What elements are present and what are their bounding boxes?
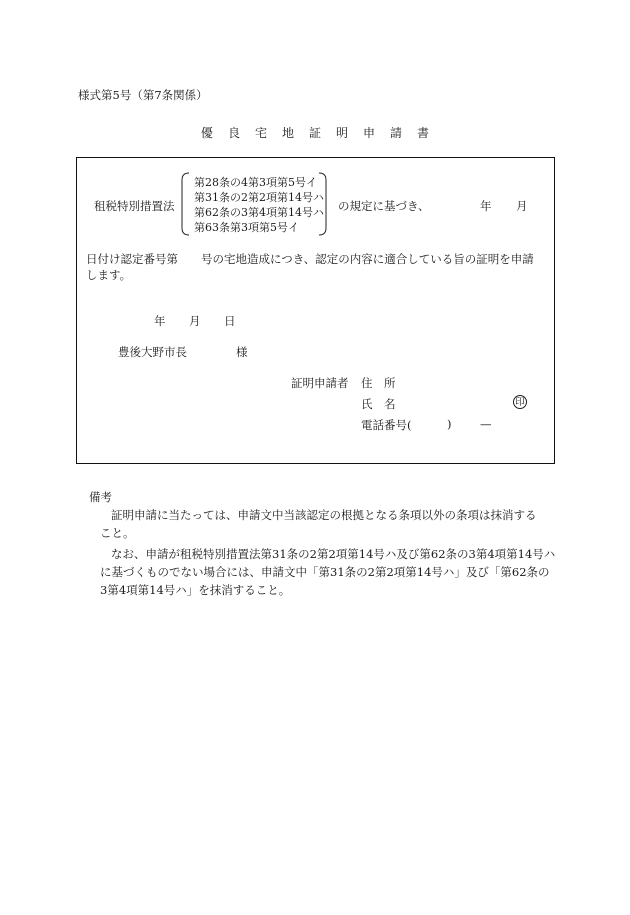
title-char: 書: [417, 126, 430, 140]
date-day: 日: [224, 314, 236, 328]
addressee-honorific: 様: [236, 345, 248, 359]
note2-line1: なお、申請が租税特別措置法第31条の2第2項第14号ハ及び第62条の3第4項第14号ハ: [111, 547, 556, 561]
title-char: 優: [200, 126, 213, 140]
title-char: 地: [281, 126, 294, 140]
seal-icon: 印: [513, 395, 527, 409]
law-name: 租税特別措置法: [94, 199, 175, 213]
title-char: 申: [363, 126, 376, 140]
request-text-line1: 日付け認定番号第 号の宅地造成につき、認定の内容に適合している旨の証明を申請: [86, 252, 534, 266]
note2-line2: に基づくものでない場合には、申請文中「第31条の2第2項第14号ハ」及び「第62条の: [100, 565, 550, 579]
phone-label: 電話番号(: [361, 418, 412, 432]
header-month: 月: [516, 199, 528, 213]
clause-31: 第31条の2第2項第14号ハ: [194, 191, 324, 204]
clause-63: 第63条第3項第5号イ: [194, 221, 299, 234]
title-char: 証: [308, 126, 321, 140]
address-label: 住 所: [361, 376, 396, 390]
notes-heading: 備考: [89, 490, 112, 504]
header-year: 年: [480, 199, 492, 213]
note2-line3: 3第4項第14号ハ」を抹消すること。: [100, 583, 291, 597]
applicant-label: 証明申請者: [291, 376, 349, 390]
title-char: 明: [336, 126, 349, 140]
phone-dash: —: [480, 417, 492, 431]
name-label: 氏 名: [361, 397, 396, 411]
based-on-text: の規定に基づき、: [338, 199, 430, 213]
request-text-line2: します。: [86, 268, 132, 282]
phone-close-paren: ): [447, 417, 452, 431]
title-char: 良: [227, 126, 240, 140]
document-title-text: [193, 126, 436, 140]
note1-line2: こと。: [100, 526, 135, 540]
clause-62: 第62条の3第4項第14号ハ: [194, 206, 324, 219]
note1-line1: 証明申請に当たっては、申請文中当該認定の根拠となる条項以外の条項は抹消する: [111, 508, 537, 522]
form-number: 様式第5号（第7条関係）: [78, 88, 208, 102]
title-char: 請: [390, 126, 403, 140]
addressee-name: 豊後大野市長: [118, 345, 187, 359]
document-title: [0, 124, 630, 141]
clause-28: 第28条の4第3項第5号イ: [194, 176, 317, 189]
left-bracket: [180, 172, 190, 236]
title-char: 宅: [254, 126, 267, 140]
date-year: 年: [154, 314, 166, 328]
date-month: 月: [189, 314, 201, 328]
